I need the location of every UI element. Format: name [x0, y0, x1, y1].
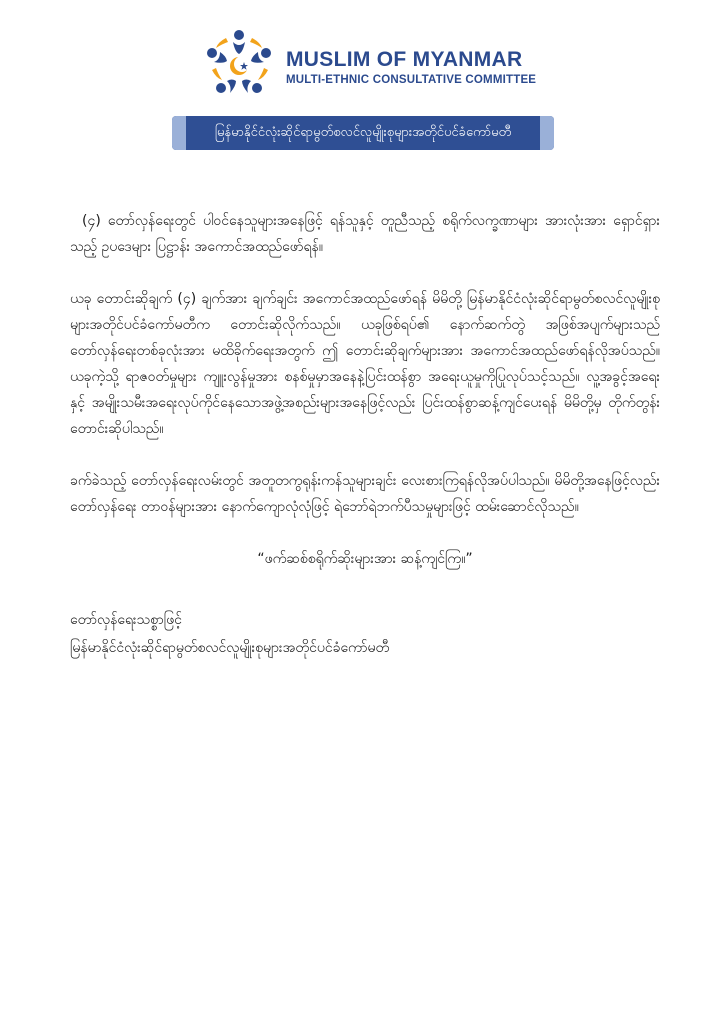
star-crescent-people-logo-icon: [200, 26, 278, 104]
signature-line-1: တော်လှန်ရေးသစ္စာဖြင့်: [70, 612, 182, 628]
banner-right-accent: [540, 116, 554, 150]
paragraph-solidarity: ခက်ခဲသည့် တော်လှန်ရေးလမ်းတွင် အတူတကွရုန်းကန်သူများချင်း လေးစားကြရန်လိုအပ်ပါသည်။ မိမိတို့အနေဖြင့်လည်း တော်လှန်ရေး တာဝန်များအား နောက်ကျောလုံလုံဖြင့် ရဲဘော်ရဲဘက်ပီသမှုများဖြင့် ထမ်းဆောင်လိုသည်။: [70, 473, 660, 515]
banner-left-accent: [172, 116, 186, 150]
organization-subtitle: MULTI-ETHNIC CONSULTATIVE COMMITTEE: [286, 74, 537, 86]
title-banner: [172, 116, 554, 150]
organization-name: MUSLIM OF MYANMAR: [286, 48, 523, 71]
paragraph-call-to-action: ယခု တောင်းဆိုချက် (၄) ချက်အား ချက်ချင်း အကောင်အထည်ဖော်ရန် မိမိတို့ မြန်မာနိုင်ငံလုံးဆိုင်ရာမွတ်စလင်လူမျိုးစုများအတိုင်ပင်ခံကော်မတီက တောင်းဆိုလိုက်သည်။ ယခုဖြစ်ရပ်၏ နောက်ဆက်တွဲ အဖြစ်အပျက်များသည် တော်လှန်ရေးတစ်ခုလုံးအား မထိခိုက်ရေးအတွက် ဤ တောင်းဆိုချက်များအား အကောင်အထည်ဖော်ရန်လိုအပ်သည်။ ယခုကဲ့သို့ ရာဇဝတ်မှုများ ကျူးလွန်မှုအား စနစ်မှုမှာအနေနဲ့ပြင်းထန်စွာ အရေးယူမှုကိုပြုလုပ်သင့်သည်။ လူ့အခွင့်အရေးနှင့် အမျိုးသမီးအရေးလုပ်ကိုင်နေသောအဖွဲ့အစည်းများအနေဖြင့်လည်း ပြင်းထန်စွာဆန့်ကျင်ပေးရန် မိမိတို့မှ တိုက်တွန်း တောင်းဆိုပါသည်။: [70, 291, 660, 437]
letterhead: [200, 26, 560, 96]
banner-title: မြန်မာနိုင်ငံလုံးဆိုင်ရာမွတ်စလင်လူမျိုးစုများအတိုင်ပင်ခံကော်မတီ: [214, 125, 512, 140]
statement-body: [70, 208, 660, 662]
signature-line-2: မြန်မာနိုင်ငံလုံးဆိုင်ရာမွတ်စလင်လူမျိုးစုများအတိုင်ပင်ခံကော်မတီ: [70, 640, 390, 656]
slogan-quote: “ဖက်ဆစ်စရိုက်ဆိုးများအား ဆန့်ကျင်ကြ။”: [257, 551, 473, 567]
paragraph-demand-4: (၄) တော်လှန်ရေးတွင် ပါဝင်နေသူများအနေဖြင့် ရန်သူနှင့် တူညီသည့် စရိုက်လက္ခဏာများ အားလုံးအား ရှောင်ရှားသည့် ဥပဒေများ ပြဋ္ဌာန်း အကောင်အထည်ဖော်ရန်။: [70, 213, 660, 255]
